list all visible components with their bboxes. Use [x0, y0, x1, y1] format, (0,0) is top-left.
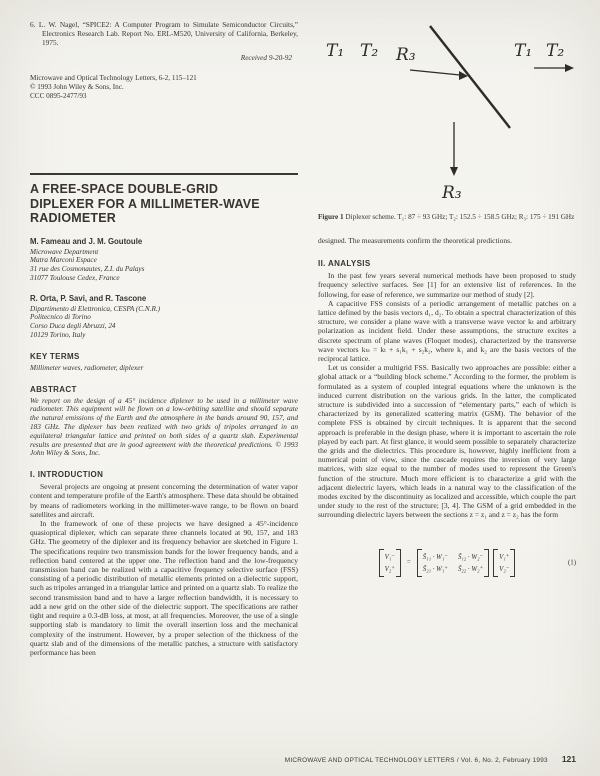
affiliation-line: Politecnico di Torino: [30, 313, 91, 322]
page-footer: [30, 754, 576, 764]
incident-ray-arrow: [410, 70, 468, 80]
analysis-paragraph: A capacitive FSS consists of a periodic arrangement of metallic patches on a lattice defined by the basis vectors d₁, d₂. To obtain a spectral characterization of this structure, we consider a plane wave with a transverse wave vector kₜ and arbitrary polarization as incident field. Under these assumptions, the structure excites a discrete spectrum of plane waves (Floquet modes), characterized by the transverse wave vectors kₜₛ = kₜ + s₁k₁ + s₂k₂, where k₁ and k₂ are the basis vectors of the reciprocal lattice.: [318, 298, 576, 364]
transmitted-label-t1: T₁: [514, 41, 533, 61]
reflected-label-r3: R₃: [442, 183, 462, 203]
article-title-line: RADIOMETER: [30, 211, 117, 225]
abstract-heading: ABSTRACT: [30, 384, 77, 394]
equation-number: (1): [567, 559, 576, 567]
affiliation-line: 31 rue des Cosmonautes, Z.I. du Palays: [30, 265, 145, 274]
title-block: [30, 173, 298, 226]
equation-1: [318, 540, 576, 586]
abstract-text: We report on the design of a 45° incidence diplexer to be used in a millimeter wave radiometer. This equipment will be flown on a low-orbiting satellite and should separate the natural emissions of the Earth and the atmosphere in the bands around 90, 157, and 183 GHz. The diplexer has been realized with two grids of tripoles arranged in an equilateral triangular lattice and printed on both sides of a quartz slab. Experimental results are presented that are in good agreement with the theoretical predictions. © 1993 John Wiley & Sons, Inc.: [30, 395, 298, 458]
analysis-heading: II. ANALYSIS: [318, 259, 371, 269]
page-number: 121: [561, 754, 576, 764]
equation-term: S̃₁₁ · W₁⁻: [422, 553, 448, 561]
analysis-paragraph: Let us consider a multigrid FSS. Basically two approaches are possible: either a global attack or a “building block scheme.” According to the former, the problem is formulated as a system of coupled integral equations where the unknown is the induced current distribution on the various grids. In the latter, the complicated structure is subdivided into a succession of “elementary parts,” each of which is characterized by its generalized scattering matrix (GSM). The behavior of the complete FSS is obtained by circuit techniques. It is apparent that the second approach is preferable in the design phase, where it is important to ascertain the role played by each part. At first glance, it would seem possible to separately characterize the grids and the dielectrics. This procedure is, however, highly inefficient from a numerical point of view, since the cascade requires the inversion of very large matrices, with size equal to the number of modes used to represent the Green's function of the structure. Much more efficient is to characterize a grid with the adjacent dielectric layers, which leads in a natural way to the classification of the modes excited by the discontinuity as localized and accessible, which couple the part under study to the rest of the structure; [3, 4]. The GSM of a grid embedded in the surrounding dielectric layers between the sections z = z₁ and z = z₂ has the form: [318, 363, 576, 520]
affiliation-line: Corso Duca degli Abruzzi, 24: [30, 322, 116, 331]
author-names-group-2: R. Orta, P. Savi, and R. Tascone: [30, 293, 147, 303]
affiliation-group-1: [30, 248, 298, 283]
article-title-line: A FREE-SPACE DOUBLE-GRID: [30, 182, 219, 196]
figure-caption-text: Diplexer scheme. T₁: 87 ÷ 93 GHz; T₂: 152.5 ÷ 158.5 GHz; R₃: 175 ÷ 191 GHz: [345, 213, 575, 221]
received-date: Received 9-20-92: [240, 53, 292, 62]
equation-rhs-vector: [493, 549, 515, 577]
equation-term: V₂⁻: [499, 565, 510, 573]
incident-label-t2: T₂: [360, 41, 379, 61]
equation-term: V₁⁻: [384, 553, 395, 561]
author-names-group-1: M. Fameau and J. M. Goutoule: [30, 236, 143, 246]
equation-lhs-vector: [379, 549, 401, 577]
copyright-line: © 1993 John Wiley & Sons, Inc.: [30, 83, 124, 91]
equation-scattering-matrix: [417, 549, 489, 577]
diplexer-scheme-drawing: [318, 20, 576, 205]
incident-label-t1: T₁: [326, 41, 345, 61]
reflected-ray-arrow: [450, 122, 458, 176]
key-terms-heading: KEY TERMS: [30, 351, 80, 361]
equation-term: S̃₁₂ · W₂⁻: [457, 553, 484, 561]
introduction-paragraph: In the framework of one of these projects we have designed a 45°-incidence quasioptical diplexer, which can separate three channels located at 90, 157, and 183 GHz. The geometry of the diplexer and its frequency behavior are sketched in Figure 1. The specifications require two transmission bands for the lower frequency bands, and a reflection band centered at the upper one. The reflection band and the low-frequency transmission band can be realized with a capacitive frequency selective surface (FSS) consisting of a periodic distribution of metallic elements printed on a dielectric support, such as tripoles arranged in a triangular lattice and printed on a quartz slab. To realize the second transmission band and to have a larger reflection bandwidth, it is necessary to add a new grid on the other side of the dielectric support. The specifications are rather tight and require a 0.3-dB loss, at most, at all frequencies. Moreover, the use of a single supporting slab is mandatory to limit the overall insertion loss and the mechanical complexity of the instrument. However, by a proper selection of the thickness of the quartz slab and of the dimensions of the metallic patches, a structure with satisfactory performance has been: [30, 519, 298, 657]
footer-journal-line: MICROWAVE AND OPTICAL TECHNOLOGY LETTERS / Vol. 6, No. 2, February 1993: [284, 757, 548, 764]
affiliation-line: 10129 Torino, Italy: [30, 331, 86, 340]
key-terms-text: Millimeter waves, radiometer, diplexer: [30, 362, 144, 372]
figure-1: [318, 20, 576, 222]
right-column: [318, 20, 576, 586]
affiliation-line: Matra Marconi Espace: [30, 256, 97, 265]
reference-entry: 6. L. W. Nagel, “SPICE2: A Computer Program to Simulate Semiconductor Circuits,” Electronics Research Lab. Report No. ERL-M520, University of California, Berkeley, 1975.: [30, 20, 298, 47]
diplexer-grid-line: [430, 26, 510, 128]
affiliation-line: Dipartimento di Elettronica, CESPA (C.N.R.): [30, 304, 161, 313]
article-title-line: DIPLEXER FOR A MILLIMETER-WAVE: [30, 196, 260, 211]
incident-label-r3: R₃: [396, 45, 416, 65]
transmitted-label-t2: T₂: [546, 41, 565, 61]
introduction-paragraph: Several projects are ongoing at present concerning the determination of water vapor content and temperature profile of the Earth's atmosphere. These data should be obtained by means of radiometers working in the millimeter-wave range, to be flown on board satellites and aircraft.: [30, 482, 298, 519]
affiliation-group-2: [30, 305, 298, 340]
figure-caption-tag: Figure 1: [318, 213, 344, 221]
affiliation-line: Microwave Department: [30, 247, 99, 256]
left-column: [30, 20, 298, 657]
affiliation-line: 31077 Toulouse Cedex, France: [30, 273, 120, 282]
equation-term: V₁⁺: [499, 553, 510, 561]
equation-term: V₂⁺: [384, 565, 395, 573]
introduction-heading: I. INTRODUCTION: [30, 470, 104, 480]
analysis-paragraph: In the past few years several numerical methods have been proposed to study frequency selective surfaces. See [1] for an extensive list of references. In the following, for ease of reference, we summarize our method of study [2].: [318, 271, 576, 299]
figure-caption: [318, 213, 576, 222]
continuation-paragraph: designed. The measurements confirm the theoretical predictions.: [318, 236, 512, 245]
journal-info-block: [30, 74, 298, 101]
equation-term: S̃₂₁ · W₁⁺: [422, 565, 448, 573]
journal-info-line: Microwave and Optical Technology Letters, 6-2, 115–121: [30, 74, 197, 82]
equals-sign: =: [406, 559, 411, 567]
ccc-code-line: CCC 0895-2477/93: [30, 92, 87, 100]
equation-term: S̃₂₂ · W₂⁺: [457, 565, 484, 573]
transmitted-ray-arrow: [534, 64, 574, 72]
